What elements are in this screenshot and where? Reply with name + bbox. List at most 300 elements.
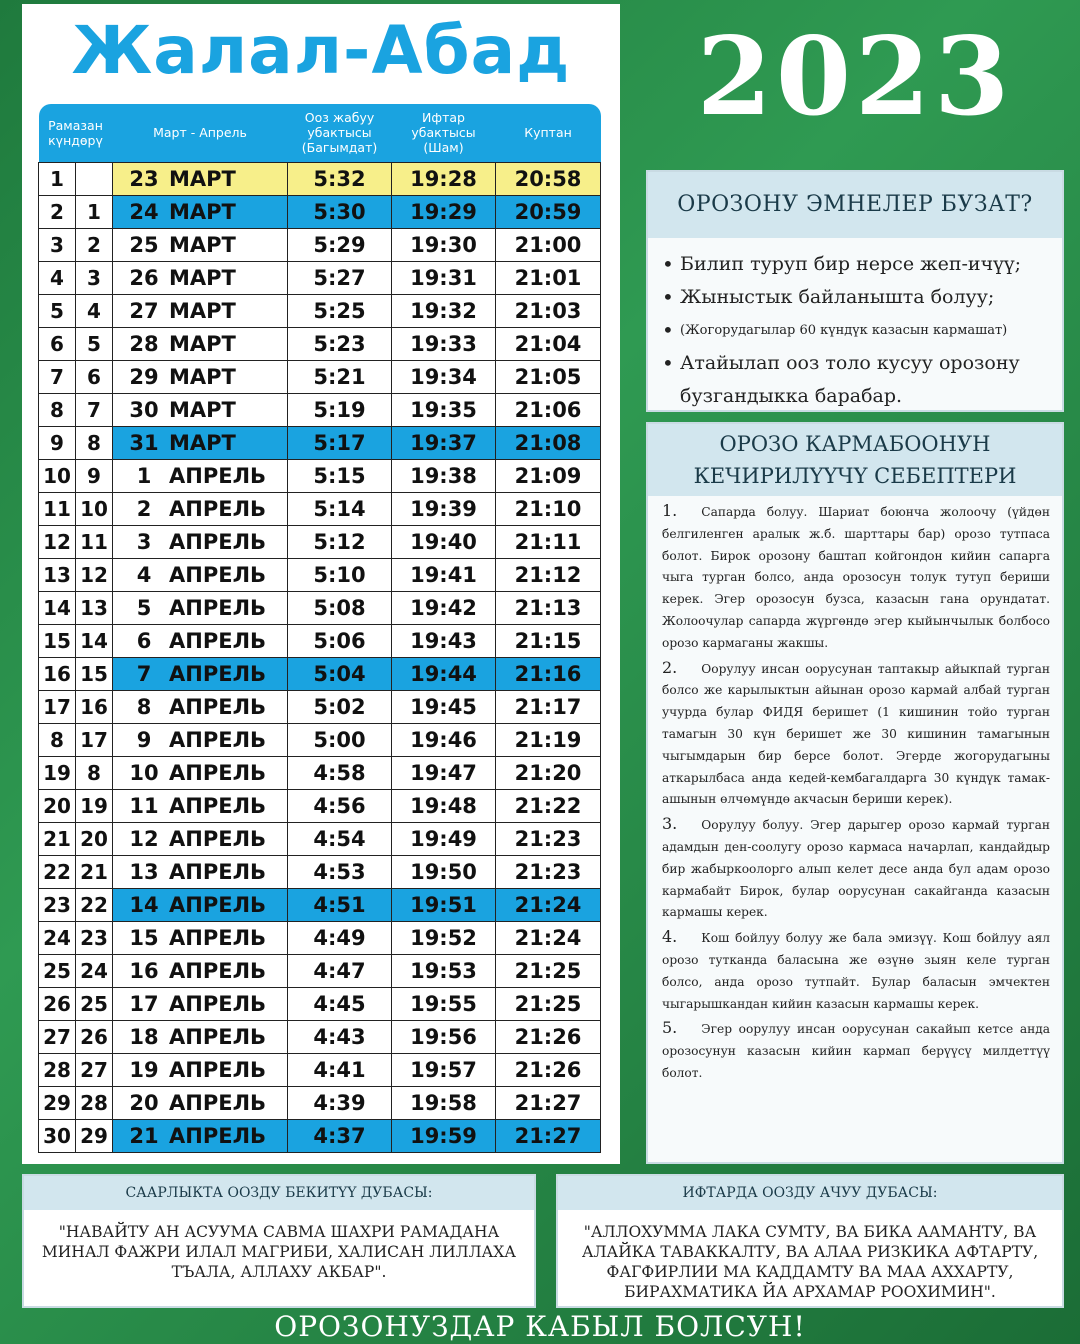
table-row — [39, 558, 601, 591]
table-row — [39, 591, 601, 624]
iftar-time-cell: 19:45 — [392, 690, 496, 723]
reason-number: 1. — [662, 501, 678, 520]
date-month: АПРЕЛЬ — [169, 463, 267, 488]
ramazan-day-cell: 6 — [39, 327, 76, 360]
ramazan-day-cell: 2 — [39, 195, 76, 228]
table-row — [39, 888, 601, 921]
kuptan-time-cell: 21:20 — [496, 756, 601, 789]
date-cell — [113, 921, 288, 954]
ramazan-day-cell: 16 — [39, 657, 76, 690]
iftar-time-cell: 19:57 — [392, 1053, 496, 1086]
kuptan-time-cell: 21:12 — [496, 558, 601, 591]
date-cell — [113, 558, 288, 591]
table-row — [39, 921, 601, 954]
iftar-time-cell: 19:33 — [392, 327, 496, 360]
suhur-time-cell: 4:43 — [288, 1020, 392, 1053]
table-row — [39, 261, 601, 294]
reason-text: Сапарда болуу. Шариат боюнча жолоочу (үйдөн белгиленген аралык ж.б. шарттары бар) орозо тутпаса болот. Бирок орозону баштап койгондон кийин сапарга чыга турган болсо, анда орозосун толук тутуп бериши керек. Эгер орозосун бузса, казасын гана орундатат. Жолоочулар сапарда жүргөндө эгер кыйынчылык болбосо орозо кармаганы жакшы. — [662, 505, 1050, 650]
date-day: 19 — [129, 1057, 159, 1082]
date-day: 7 — [136, 661, 152, 686]
iftar-time-cell: 19:31 — [392, 261, 496, 294]
suhur-time-cell: 4:45 — [288, 987, 392, 1020]
ramazan-alt-day-cell: 8 — [76, 426, 113, 459]
schedule-panel — [22, 4, 620, 1164]
ramazan-alt-day-cell: 2 — [76, 228, 113, 261]
iftar-time-cell: 19:56 — [392, 1020, 496, 1053]
date-day: 11 — [129, 793, 159, 818]
date-cell — [113, 393, 288, 426]
date-cell — [113, 822, 288, 855]
date-day: 27 — [129, 298, 159, 323]
date-day: 6 — [136, 628, 152, 653]
ramazan-day-cell: 24 — [39, 921, 76, 954]
suhur-dua-title: СААРЛЫКТА ООЗДУ БЕКИТҮҮ ДУБАСЫ: — [24, 1176, 534, 1210]
date-month: АПРЕЛЬ — [169, 892, 267, 917]
kuptan-time-cell: 21:16 — [496, 657, 601, 690]
table-row — [39, 426, 601, 459]
iftar-time-cell: 19:40 — [392, 525, 496, 558]
suhur-time-cell: 4:37 — [288, 1119, 392, 1152]
ramazan-alt-day-cell: 19 — [76, 789, 113, 822]
ramazan-day-cell: 27 — [39, 1020, 76, 1053]
date-day: 9 — [136, 727, 152, 752]
suhur-time-cell: 5:00 — [288, 723, 392, 756]
ramazan-day-cell: 28 — [39, 1053, 76, 1086]
excuses-title-line2: КЕЧИРИЛҮҮЧҮ СЕБЕПТЕРИ — [693, 464, 1017, 488]
date-month: АПРЕЛЬ — [169, 694, 267, 719]
list-item: • Атайылап ооз толо кусуу орозону бузгандыкка барабар. — [662, 347, 1050, 413]
iftar-time-cell: 19:30 — [392, 228, 496, 261]
ramazan-alt-day-cell: 1 — [76, 195, 113, 228]
ramazan-day-cell: 30 — [39, 1119, 76, 1152]
date-day: 16 — [129, 958, 159, 983]
kuptan-time-cell: 20:59 — [496, 195, 601, 228]
reason-text: Оорулуу болуу. Эгер дарыгер орозо кармай турган адамдын ден-соолугу орозо кармаса начарлап, кандайдыр бир жабыркоолорго алып келет десе анда бул адам орозо кармабайт Бирок, булар оорусунан сакайганда казасын кармашы керек. — [662, 818, 1050, 920]
date-month: АПРЕЛЬ — [169, 1123, 267, 1148]
ramazan-alt-day-cell: 20 — [76, 822, 113, 855]
iftar-time-cell: 19:29 — [392, 195, 496, 228]
date-cell — [113, 1086, 288, 1119]
ramazan-day-cell: 1 — [39, 162, 76, 195]
reason-text: Оорулуу инсан оорусунан таптакыр айыкпай турган болсо же карылыктын айынан орозо кармай албай турган учурда булар ФИДЯ беришет (1 кишинин тойо турган тамагын 30 күн беришет же 30 кишинин тамагынын чыгымдарын бир берсе болот. Эгерде жогорудагыны аткарылбаса анда кедей-кембагалдарга 30 күндүк тамак-ашынын өлчөмүндө акчасын бериши керек). — [662, 661, 1050, 807]
iftar-time-cell: 19:35 — [392, 393, 496, 426]
ramazan-alt-day-cell: 5 — [76, 327, 113, 360]
header-ramazan: Рамазан күндөрү — [39, 104, 113, 162]
list-item — [662, 500, 1050, 655]
date-day: 18 — [129, 1024, 159, 1049]
date-cell — [113, 492, 288, 525]
reason-number: 4. — [662, 927, 678, 947]
list-item: • Жыныстык байланышта болуу; — [662, 281, 1050, 314]
date-cell — [113, 1053, 288, 1086]
date-month: АПРЕЛЬ — [169, 760, 267, 785]
suhur-time-cell: 4:54 — [288, 822, 392, 855]
date-day: 26 — [129, 265, 159, 290]
date-cell — [113, 690, 288, 723]
table-row — [39, 525, 601, 558]
ramazan-day-cell: 19 — [39, 756, 76, 789]
iftar-time-cell: 19:47 — [392, 756, 496, 789]
date-month: АПРЕЛЬ — [169, 661, 267, 686]
ramazan-day-cell: 9 — [39, 426, 76, 459]
kuptan-time-cell: 21:00 — [496, 228, 601, 261]
ramazan-day-cell: 29 — [39, 1086, 76, 1119]
date-day: 2 — [136, 496, 152, 521]
iftar-time-cell: 19:59 — [392, 1119, 496, 1152]
suhur-time-cell: 4:41 — [288, 1053, 392, 1086]
header-date: Март - Апрель — [113, 104, 288, 162]
date-cell — [113, 888, 288, 921]
table-row — [39, 987, 601, 1020]
kuptan-time-cell: 21:06 — [496, 393, 601, 426]
date-month: АПРЕЛЬ — [169, 562, 267, 587]
suhur-time-cell: 5:29 — [288, 228, 392, 261]
date-cell — [113, 1020, 288, 1053]
iftar-time-cell: 19:28 — [392, 162, 496, 195]
date-day: 25 — [129, 232, 159, 257]
kuptan-time-cell: 21:26 — [496, 1053, 601, 1086]
suhur-time-cell: 4:47 — [288, 954, 392, 987]
ramazan-alt-day-cell — [76, 162, 113, 195]
ramazan-alt-day-cell: 25 — [76, 987, 113, 1020]
ramazan-day-cell: 10 — [39, 459, 76, 492]
suhur-time-cell: 5:14 — [288, 492, 392, 525]
table-row — [39, 756, 601, 789]
date-day: 14 — [129, 892, 159, 917]
ramazan-alt-day-cell: 6 — [76, 360, 113, 393]
suhur-time-cell: 5:27 — [288, 261, 392, 294]
date-cell — [113, 756, 288, 789]
kuptan-time-cell: 21:24 — [496, 921, 601, 954]
date-cell — [113, 195, 288, 228]
suhur-time-cell: 5:10 — [288, 558, 392, 591]
date-month: АПРЕЛЬ — [169, 826, 267, 851]
excuses-title — [648, 424, 1062, 496]
reason-number: 2. — [662, 657, 678, 677]
ramazan-alt-day-cell: 24 — [76, 954, 113, 987]
suhur-time-cell: 4:39 — [288, 1086, 392, 1119]
date-cell — [113, 657, 288, 690]
kuptan-time-cell: 21:27 — [496, 1119, 601, 1152]
date-month: АПРЕЛЬ — [169, 1057, 267, 1082]
date-month: МАРТ — [169, 430, 236, 455]
list-item: • Билип туруп бир нерсе жеп-ичүү; — [662, 248, 1050, 281]
date-cell — [113, 855, 288, 888]
ramazan-alt-day-cell: 16 — [76, 690, 113, 723]
footer-greeting: ОРОЗОНУЗДАР КАБЫЛ БОЛСУН! — [274, 1310, 806, 1343]
header-iftar: Ифтар убактысы (Шам) — [392, 104, 496, 162]
date-cell — [113, 162, 288, 195]
ramazan-alt-day-cell: 9 — [76, 459, 113, 492]
iftar-dua-box — [556, 1174, 1064, 1308]
suhur-time-cell: 5:17 — [288, 426, 392, 459]
ramadan-schedule-table — [38, 104, 601, 1153]
date-day: 8 — [136, 694, 152, 719]
kuptan-time-cell: 21:24 — [496, 888, 601, 921]
iftar-time-cell: 19:37 — [392, 426, 496, 459]
date-cell — [113, 426, 288, 459]
ramazan-alt-day-cell: 3 — [76, 261, 113, 294]
suhur-time-cell: 5:06 — [288, 624, 392, 657]
table-row — [39, 723, 601, 756]
date-cell — [113, 1119, 288, 1152]
date-cell — [113, 789, 288, 822]
suhur-time-cell: 4:51 — [288, 888, 392, 921]
date-month: МАРТ — [169, 298, 236, 323]
table-row — [39, 1086, 601, 1119]
kuptan-time-cell: 21:05 — [496, 360, 601, 393]
ramazan-alt-day-cell: 10 — [76, 492, 113, 525]
suhur-dua-box — [22, 1174, 536, 1308]
date-day: 4 — [136, 562, 152, 587]
suhur-time-cell: 4:56 — [288, 789, 392, 822]
date-day: 17 — [129, 991, 159, 1016]
kuptan-time-cell: 21:25 — [496, 954, 601, 987]
date-cell — [113, 327, 288, 360]
kuptan-time-cell: 21:08 — [496, 426, 601, 459]
reason-text: Кош бойлуу болуу же бала эмизүү. Кош бойлуу аял орозо тутканда баласына же өзүнө зыян келе турган болсо, анда орозо тутпайт. Булар баласын эмчектен чыгарышкандан кийин казасын кармашы керек. — [662, 931, 1050, 1011]
table-row — [39, 624, 601, 657]
ramazan-day-cell: 3 — [39, 228, 76, 261]
ramazan-day-cell: 25 — [39, 954, 76, 987]
suhur-time-cell: 5:02 — [288, 690, 392, 723]
ramazan-day-cell: 13 — [39, 558, 76, 591]
date-month: АПРЕЛЬ — [169, 595, 267, 620]
ramazan-day-cell: 23 — [39, 888, 76, 921]
table-row — [39, 459, 601, 492]
excuses-title-line1: ОРОЗО КАРМАБООНУН — [719, 432, 991, 456]
iftar-time-cell: 19:51 — [392, 888, 496, 921]
kuptan-time-cell: 21:19 — [496, 723, 601, 756]
date-day: 28 — [129, 331, 159, 356]
list-item: • (Жогорудагылар 60 күндүк казасын кармашат) — [662, 314, 1050, 347]
date-cell — [113, 591, 288, 624]
table-row — [39, 1119, 601, 1152]
date-cell — [113, 954, 288, 987]
kuptan-time-cell: 21:13 — [496, 591, 601, 624]
kuptan-time-cell: 21:04 — [496, 327, 601, 360]
ramazan-day-cell: 8 — [39, 723, 76, 756]
table-row — [39, 327, 601, 360]
ramazan-day-cell: 11 — [39, 492, 76, 525]
iftar-time-cell: 19:39 — [392, 492, 496, 525]
iftar-time-cell: 19:48 — [392, 789, 496, 822]
date-day: 1 — [136, 463, 152, 488]
suhur-time-cell: 4:49 — [288, 921, 392, 954]
ramazan-alt-day-cell: 13 — [76, 591, 113, 624]
suhur-time-cell: 5:30 — [288, 195, 392, 228]
date-cell — [113, 723, 288, 756]
ramazan-alt-day-cell: 4 — [76, 294, 113, 327]
ramazan-alt-day-cell: 28 — [76, 1086, 113, 1119]
suhur-time-cell: 5:23 — [288, 327, 392, 360]
ramazan-day-cell: 15 — [39, 624, 76, 657]
table-row — [39, 1053, 601, 1086]
header-kuptan: Куптан — [496, 104, 601, 162]
kuptan-time-cell: 21:09 — [496, 459, 601, 492]
ramazan-alt-day-cell: 17 — [76, 723, 113, 756]
kuptan-time-cell: 21:15 — [496, 624, 601, 657]
iftar-time-cell: 19:43 — [392, 624, 496, 657]
list-item — [662, 813, 1050, 924]
date-month: МАРТ — [169, 397, 236, 422]
kuptan-time-cell: 20:58 — [496, 162, 601, 195]
date-day: 24 — [129, 199, 159, 224]
suhur-time-cell: 5:15 — [288, 459, 392, 492]
iftar-time-cell: 19:53 — [392, 954, 496, 987]
kuptan-time-cell: 21:11 — [496, 525, 601, 558]
kuptan-time-cell: 21:22 — [496, 789, 601, 822]
ramazan-day-cell: 5 — [39, 294, 76, 327]
kuptan-time-cell: 21:23 — [496, 855, 601, 888]
suhur-time-cell: 5:08 — [288, 591, 392, 624]
date-day: 3 — [136, 529, 152, 554]
table-row — [39, 360, 601, 393]
date-day: 12 — [129, 826, 159, 851]
date-cell — [113, 294, 288, 327]
iftar-time-cell: 19:32 — [392, 294, 496, 327]
iftar-time-cell: 19:38 — [392, 459, 496, 492]
date-month: МАРТ — [169, 166, 236, 191]
kuptan-time-cell: 21:27 — [496, 1086, 601, 1119]
table-header-row — [39, 104, 601, 162]
table-row — [39, 954, 601, 987]
iftar-time-cell: 19:52 — [392, 921, 496, 954]
iftar-dua-title: ИФТАРДА ООЗДУ АЧУУ ДУБАСЫ: — [558, 1176, 1062, 1210]
iftar-time-cell: 19:42 — [392, 591, 496, 624]
suhur-time-cell: 4:53 — [288, 855, 392, 888]
date-month: МАРТ — [169, 232, 236, 257]
ramazan-day-cell: 20 — [39, 789, 76, 822]
excuses-box — [646, 422, 1064, 1164]
reason-number: 5. — [662, 1018, 678, 1038]
date-cell — [113, 459, 288, 492]
suhur-dua-text: "НАВАЙТУ АН АСУУМА САВМА ШАХРИ РАМАДАНА МИНАЛ ФАЖРИ ИЛАЛ МАГРИБИ, ХАЛИСАН ЛИЛЛАХА ТЪАЛА, АЛЛАХУ АКБАР". — [41, 1223, 517, 1281]
ramazan-alt-day-cell: 27 — [76, 1053, 113, 1086]
iftar-time-cell: 19:50 — [392, 855, 496, 888]
date-day: 10 — [129, 760, 159, 785]
list-item — [662, 657, 1050, 812]
date-month: МАРТ — [169, 265, 236, 290]
ramazan-day-cell: 21 — [39, 822, 76, 855]
iftar-time-cell: 19:41 — [392, 558, 496, 591]
date-day: 23 — [129, 166, 159, 191]
suhur-time-cell: 5:25 — [288, 294, 392, 327]
date-month: АПРЕЛЬ — [169, 727, 267, 752]
iftar-time-cell: 19:49 — [392, 822, 496, 855]
reason-text: Эгер оорулуу инсан оорусунан сакайып кетсе анда орозосунун казасын кийин кармап берүүсү милдеттүү болот. — [662, 1022, 1050, 1080]
date-cell — [113, 360, 288, 393]
iftar-time-cell: 19:46 — [392, 723, 496, 756]
ramazan-day-cell: 22 — [39, 855, 76, 888]
suhur-time-cell: 5:12 — [288, 525, 392, 558]
ramazan-day-cell: 8 — [39, 393, 76, 426]
suhur-time-cell: 4:58 — [288, 756, 392, 789]
date-day: 15 — [129, 925, 159, 950]
table-row — [39, 162, 601, 195]
date-month: АПРЕЛЬ — [169, 529, 267, 554]
suhur-time-cell: 5:04 — [288, 657, 392, 690]
table-row — [39, 855, 601, 888]
ramazan-alt-day-cell: 15 — [76, 657, 113, 690]
ramazan-alt-day-cell: 23 — [76, 921, 113, 954]
city-title: Жалал-Абад — [71, 12, 571, 89]
date-cell — [113, 228, 288, 261]
date-month: АПРЕЛЬ — [169, 991, 267, 1016]
table-row — [39, 492, 601, 525]
date-day: 31 — [129, 430, 159, 455]
ramazan-day-cell: 14 — [39, 591, 76, 624]
year-title: 2023 — [696, 14, 1014, 140]
kuptan-time-cell: 21:26 — [496, 1020, 601, 1053]
suhur-time-cell: 5:32 — [288, 162, 392, 195]
date-month: АПРЕЛЬ — [169, 1090, 267, 1115]
suhur-time-cell: 5:21 — [288, 360, 392, 393]
kuptan-time-cell: 21:03 — [496, 294, 601, 327]
table-row — [39, 690, 601, 723]
date-day: 29 — [129, 364, 159, 389]
date-cell — [113, 525, 288, 558]
fast-breakers-box — [646, 170, 1064, 412]
date-day: 13 — [129, 859, 159, 884]
date-month: АПРЕЛЬ — [169, 859, 267, 884]
date-month: АПРЕЛЬ — [169, 628, 267, 653]
date-month: АПРЕЛЬ — [169, 925, 267, 950]
date-cell — [113, 987, 288, 1020]
date-month: АПРЕЛЬ — [169, 958, 267, 983]
ramazan-alt-day-cell: 26 — [76, 1020, 113, 1053]
list-item — [662, 926, 1050, 1015]
table-row — [39, 393, 601, 426]
fast-breakers-list — [648, 238, 1062, 413]
iftar-time-cell: 19:34 — [392, 360, 496, 393]
ramazan-alt-day-cell: 7 — [76, 393, 113, 426]
excuses-list — [648, 496, 1062, 1085]
ramazan-alt-day-cell: 21 — [76, 855, 113, 888]
kuptan-time-cell: 21:17 — [496, 690, 601, 723]
iftar-dua-text: "АЛЛОХУММА ЛАКА СУМТУ, ВА БИКА ААМАНТУ, ВА АЛАЙКА ТАВАККАЛТУ, ВА АЛАА РИЗКИКА АФТАРТУ, ФАГФИРЛИИ МА КАДДАМТУ ВА МАА АХХАРТУ, БИРАХМАТИКА ЙА АРХАМАР РООХИМИН". — [581, 1223, 1039, 1301]
date-day: 30 — [129, 397, 159, 422]
table-body — [39, 162, 601, 1152]
list-item — [662, 1017, 1050, 1084]
reason-number: 3. — [662, 814, 678, 834]
table-row — [39, 657, 601, 690]
iftar-time-cell: 19:58 — [392, 1086, 496, 1119]
table-row — [39, 195, 601, 228]
kuptan-time-cell: 21:01 — [496, 261, 601, 294]
date-cell — [113, 261, 288, 294]
ramazan-alt-day-cell: 11 — [76, 525, 113, 558]
kuptan-time-cell: 21:10 — [496, 492, 601, 525]
header-suhur: Ооз жабуу убактысы (Багымдат) — [288, 104, 392, 162]
date-month: МАРТ — [169, 364, 236, 389]
date-day: 20 — [129, 1090, 159, 1115]
iftar-time-cell: 19:44 — [392, 657, 496, 690]
ramazan-day-cell: 17 — [39, 690, 76, 723]
ramazan-day-cell: 7 — [39, 360, 76, 393]
ramazan-alt-day-cell: 29 — [76, 1119, 113, 1152]
date-cell — [113, 624, 288, 657]
suhur-time-cell: 5:19 — [288, 393, 392, 426]
iftar-time-cell: 19:55 — [392, 987, 496, 1020]
date-month: АПРЕЛЬ — [169, 1024, 267, 1049]
fast-breakers-title: ОРОЗОНУ ЭМНЕЛЕР БУЗАТ? — [648, 172, 1062, 238]
ramazan-day-cell: 12 — [39, 525, 76, 558]
ramazan-alt-day-cell: 8 — [76, 756, 113, 789]
date-month: АПРЕЛЬ — [169, 496, 267, 521]
table-row — [39, 822, 601, 855]
kuptan-time-cell: 21:23 — [496, 822, 601, 855]
